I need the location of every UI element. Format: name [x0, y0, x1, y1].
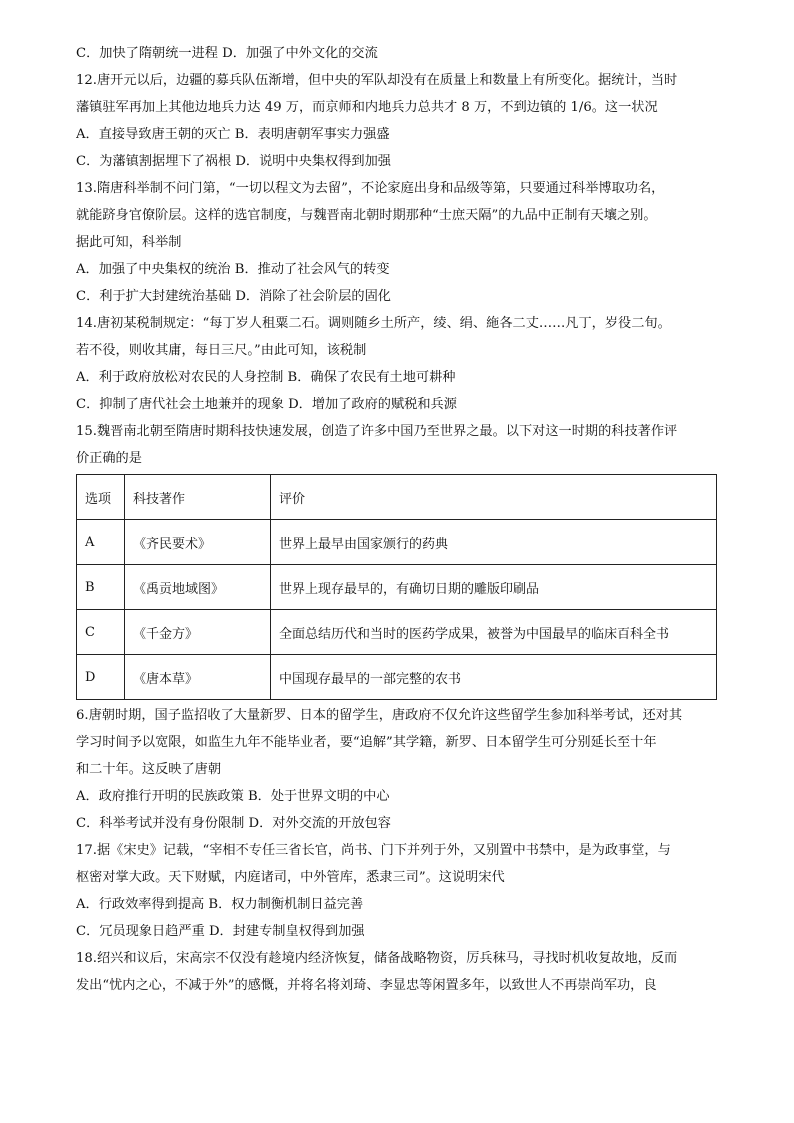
text-line: C．加快了隋朝统一进程 D．加强了中外文化的交流 [76, 46, 378, 61]
table-cell: 世界上最早由国家颁行的药典 [271, 520, 717, 565]
question-13-stem: 据此可知，科举制 [76, 235, 182, 250]
question-12-options: A．直接导致唐王朝的灭亡 B．表明唐朝军事实力强盛 [76, 127, 390, 142]
question-13-options: C．利于扩大封建统治基础 D．消除了社会阶层的固化 [76, 289, 391, 304]
question-14-stem: 若不役，则收其庸，每日三尺。”由此可知，该税制 [76, 343, 367, 358]
table-header-row [77, 475, 717, 520]
question-17-options: C．冗员现象日趋严重 D．封建专制皇权得到加强 [76, 924, 365, 939]
table-cell: B [77, 565, 125, 610]
question-13-stem: 就能跻身官僚阶层。这样的选官制度，与魏晋南北朝时期那种“士庶天隔”的九品中正制有天壤之别。 [76, 208, 657, 223]
table-row [77, 610, 717, 655]
question-16-stem: 6.唐朝时期，国子监招收了大量新罗、日本的留学生，唐政府不仅允许这些留学生参加科举考试，还对其 [76, 708, 683, 723]
question-12-options: C．为藩镇割据埋下了祸根 D．说明中央集权得到加强 [76, 154, 391, 169]
table-cell: 《禹贡地域图》 [125, 565, 271, 610]
question-18-stem: 18.绍兴和议后，宋高宗不仅没有趁境内经济恢复，储备战略物资，厉兵秣马，寻找时机收复故地，反而 [76, 951, 678, 966]
question-12-stem: 藩镇驻军再加上其他边地兵力达 49 万，而京师和内地兵力总共才 8 万，不到边镇的 1/6。这一状况 [76, 100, 658, 115]
question-16-options: A．政府推行开明的民族政策 B．处于世界文明的中心 [76, 789, 390, 804]
question-14-options: A．利于政府放松对农民的人身控制 B．确保了农民有土地可耕种 [76, 370, 456, 385]
table-header-cell: 科技著作 [125, 475, 271, 520]
question-15-stem: 价正确的是 [76, 451, 142, 466]
table-row [77, 655, 717, 700]
question-16-stem: 和二十年。这反映了唐朝 [76, 762, 222, 777]
document-page [76, 40, 720, 999]
question-17-options: A．行政效率得到提高 B．权力制衡机制日益完善 [76, 897, 364, 912]
question-17-stem: 枢密对掌大政。天下财赋，内庭诸司，中外管库，悉隶三司”。这说明宋代 [76, 870, 505, 885]
options-table [76, 474, 717, 700]
question-12-stem: 12.唐开元以后，边疆的募兵队伍渐增，但中央的军队却没有在质量上和数量上有所变化。据统计，当时 [76, 73, 678, 88]
table-header-cell: 评价 [271, 475, 717, 520]
question-17-stem: 17.据《宋史》记载，“宰相不专任三省长官，尚书、门下并列于外，又别置中书禁中，是为政事堂，与 [76, 843, 671, 858]
text-block-bottom [76, 702, 720, 999]
table-cell: 全面总结历代和当时的医药学成果，被誉为中国最早的临床百科全书 [271, 610, 717, 655]
table-row [77, 520, 717, 565]
table-cell: 世界上现存最早的，有确切日期的雕版印刷品 [271, 565, 717, 610]
table-row [77, 565, 717, 610]
table-cell: D [77, 655, 125, 700]
table-cell: 《齐民要术》 [125, 520, 271, 565]
question-13-stem: 13.隋唐科举制不问门第，“一切以程文为去留”，不论家庭出身和品级等第，只要通过科举博取功名， [76, 181, 665, 196]
question-16-options: C．科举考试并没有身份限制 D．对外交流的开放包容 [76, 816, 391, 831]
question-13-options: A．加强了中央集权的统治 B．推动了社会风气的转变 [76, 262, 390, 277]
table-cell: 《唐本草》 [125, 655, 271, 700]
table-header-cell: 选项 [77, 475, 125, 520]
table-cell: A [77, 520, 125, 565]
question-18-stem: 发出“忧内之心，不减于外”的感慨，并将名将刘琦、李显忠等闲置多年，以致世人不再崇尚军功，良 [76, 978, 657, 993]
text-block-top [76, 40, 720, 472]
question-15-stem: 15.魏晋南北朝至隋唐时期科技快速发展，创造了许多中国乃至世界之最。以下对这一时期的科技著作评 [76, 424, 678, 439]
table-cell: 中国现存最早的一部完整的农书 [271, 655, 717, 700]
table-cell: C [77, 610, 125, 655]
question-14-stem: 14.唐初某税制规定：“每丁岁人租粟二石。调则随乡土所产，绫、绢、絁各二丈……凡丁，岁役二旬。 [76, 316, 671, 331]
table-cell: 《千金方》 [125, 610, 271, 655]
question-16-stem: 学习时间予以宽限，如监生九年不能毕业者，要“追解”其学籍，新罗、日本留学生可分别延长至十年 [76, 735, 657, 750]
question-14-options: C．抑制了唐代社会土地兼并的现象 D．增加了政府的赋税和兵源 [76, 397, 457, 412]
